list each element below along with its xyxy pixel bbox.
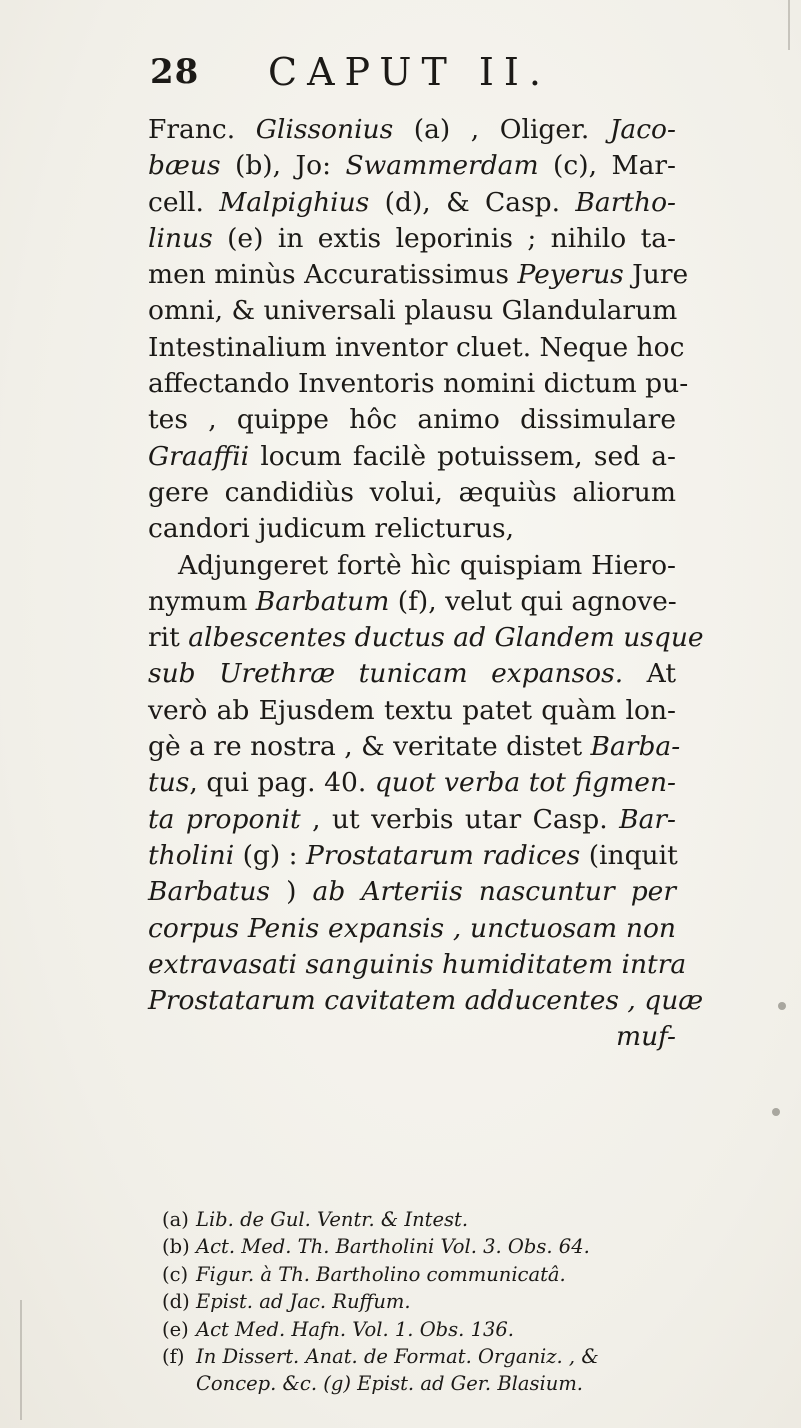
- text-line: [148, 366, 689, 402]
- text-line: [148, 293, 676, 329]
- roman-text: men minùs Accuratissimus: [148, 259, 518, 291]
- footnote: [162, 1316, 674, 1343]
- roman-text: Jure: [623, 259, 689, 291]
- roman-text: Franc.: [148, 114, 256, 145]
- roman-text: gere candidiùs volui, æquiùs aliorum: [148, 476, 676, 508]
- text-line: [148, 656, 676, 692]
- italic-text: Barba-: [590, 731, 681, 763]
- running-head: CAPUT II.: [268, 50, 551, 94]
- italic-text: corpus Penis expansis , unctuosam non: [148, 912, 676, 944]
- text-line: [148, 765, 676, 801]
- text-line: [148, 729, 681, 765]
- roman-text: Adjungeret fortè hìc quispiam Hiero-: [178, 549, 676, 581]
- roman-text: nymum: [148, 585, 256, 617]
- italic-text: Prostatarum cavitatem adducentes , quæ: [148, 985, 704, 1017]
- italic-text: Swammerdam: [345, 150, 539, 182]
- footnote: [162, 1206, 674, 1233]
- margin-speck: [778, 1002, 786, 1010]
- text-line: [148, 439, 676, 475]
- footnote: [162, 1370, 674, 1397]
- roman-text: rit: [148, 622, 189, 654]
- roman-text: cell.: [148, 186, 220, 218]
- roman-text: , ut verbis utar Casp.: [300, 803, 620, 835]
- italic-text: Prostatarum radices: [306, 839, 581, 871]
- text-line: [148, 148, 676, 184]
- margin-shadow: [20, 1300, 22, 1420]
- roman-text: tes , quippe hôc animo dissimulare: [148, 404, 676, 436]
- italic-text: tholini: [148, 839, 235, 871]
- roman-text: At: [623, 658, 676, 690]
- italic-text: extravasati sanguinis humiditatem intra: [148, 948, 687, 980]
- roman-text: omni, & universali plausu Glandularum: [148, 295, 678, 327]
- footnote-text: Lib. de Gul. Ventr. & Intest.: [196, 1208, 469, 1231]
- text-line: [148, 511, 676, 547]
- footnote-text: Act. Med. Th. Bartholini Vol. 3. Obs. 64.: [196, 1235, 590, 1259]
- footnotes: [162, 1206, 674, 1398]
- roman-text: Intestinalium inventor cluet. Neque hoc: [148, 331, 685, 363]
- italic-text: Graaffii: [148, 440, 250, 472]
- page-header: [150, 42, 670, 102]
- roman-text: (f), velut qui agnove-: [389, 585, 677, 617]
- italic-text: Barbatus: [148, 876, 271, 908]
- roman-text: (a) , Oliger.: [393, 114, 610, 145]
- footnote: [162, 1261, 674, 1288]
- footnote-text: Concep. &c. (g) Epist. ad Ger. Blasium.: [196, 1372, 584, 1396]
- body-text: [148, 112, 704, 1056]
- margin-speck: [772, 1108, 780, 1116]
- roman-text: verò ab Ejusdem textu patet quàm lon-: [148, 694, 676, 726]
- text-line: [148, 257, 689, 293]
- footnote-text: Epist. ad Jac. Ruffum.: [196, 1290, 411, 1314]
- footnote: [162, 1343, 674, 1370]
- text-line: [148, 693, 676, 729]
- text-line: [148, 1019, 676, 1055]
- italic-text: linus: [148, 222, 213, 254]
- roman-text: (d), & Casp.: [369, 186, 576, 218]
- text-line: [148, 584, 676, 620]
- text-line: [148, 911, 676, 947]
- text-line: [148, 548, 676, 584]
- italic-text: Glissonius: [255, 114, 394, 145]
- italic-text: Malpighius: [219, 186, 370, 218]
- italic-text: Bar-: [619, 803, 676, 835]
- text-line: [148, 620, 704, 656]
- page-number: 28: [150, 52, 200, 92]
- italic-text: quot verba tot figmen-: [374, 767, 676, 799]
- italic-text: ab Arteriis nascuntur per: [312, 876, 677, 908]
- italic-text: Jaco-: [609, 114, 676, 145]
- text-line: [148, 475, 676, 511]
- roman-text: , qui pag. 40.: [189, 767, 375, 799]
- footnote: [162, 1288, 674, 1315]
- footnote-mark: (a): [162, 1208, 189, 1231]
- text-line: [148, 947, 687, 983]
- footnote-mark: (d): [162, 1290, 190, 1314]
- roman-text: (e) in extis leporinis ; nihilo ta-: [212, 222, 676, 254]
- roman-text: ): [270, 876, 313, 908]
- roman-text: (c), Mar-: [538, 150, 676, 182]
- text-line: [148, 330, 685, 366]
- roman-text: candori judicum relicturus,: [148, 513, 514, 545]
- text-line: [148, 874, 676, 910]
- text-line: [148, 983, 704, 1019]
- italic-text: Peyerus: [517, 259, 624, 291]
- italic-text: Bartho-: [575, 186, 676, 218]
- text-line: [148, 185, 676, 221]
- text-line: [148, 402, 676, 438]
- margin-shadow: [788, 0, 790, 50]
- footnote: [162, 1233, 674, 1260]
- footnote-mark: (b): [162, 1235, 190, 1259]
- footnote-text: Act Med. Hafn. Vol. 1. Obs. 136.: [196, 1317, 514, 1341]
- italic-text: albescentes ductus ad Glandem usque: [188, 622, 704, 654]
- roman-text: (b), Jo:: [220, 150, 346, 182]
- roman-text: locum facilè potuissem, sed a-: [249, 440, 676, 472]
- footnote-mark: (e): [162, 1317, 189, 1341]
- roman-text: affectando Inventoris nomini dictum pu-: [148, 368, 689, 400]
- italic-text: ta proponit: [148, 803, 301, 835]
- footnote-mark: (f): [162, 1345, 185, 1369]
- footnote-text: Figur. à Th. Bartholino communicatâ.: [196, 1262, 566, 1286]
- text-line: [148, 221, 676, 257]
- roman-text: gè a re nostra , & veritate distet: [148, 731, 591, 763]
- italic-text: Barbatum: [255, 585, 390, 617]
- text-line: [148, 112, 676, 148]
- roman-text: (g) :: [234, 839, 307, 871]
- italic-text: tus: [148, 767, 190, 799]
- footnote-mark: (c): [162, 1262, 189, 1286]
- footnote-text: In Dissert. Anat. de Format. Organiz. , &: [196, 1345, 599, 1369]
- text-line: [148, 838, 676, 874]
- italic-text: muf-: [615, 1021, 676, 1053]
- roman-text: (inquit: [580, 839, 678, 871]
- text-line: [148, 802, 676, 838]
- italic-text: sub Urethræ tunicam expansos.: [148, 658, 624, 690]
- italic-text: bæus: [148, 150, 221, 182]
